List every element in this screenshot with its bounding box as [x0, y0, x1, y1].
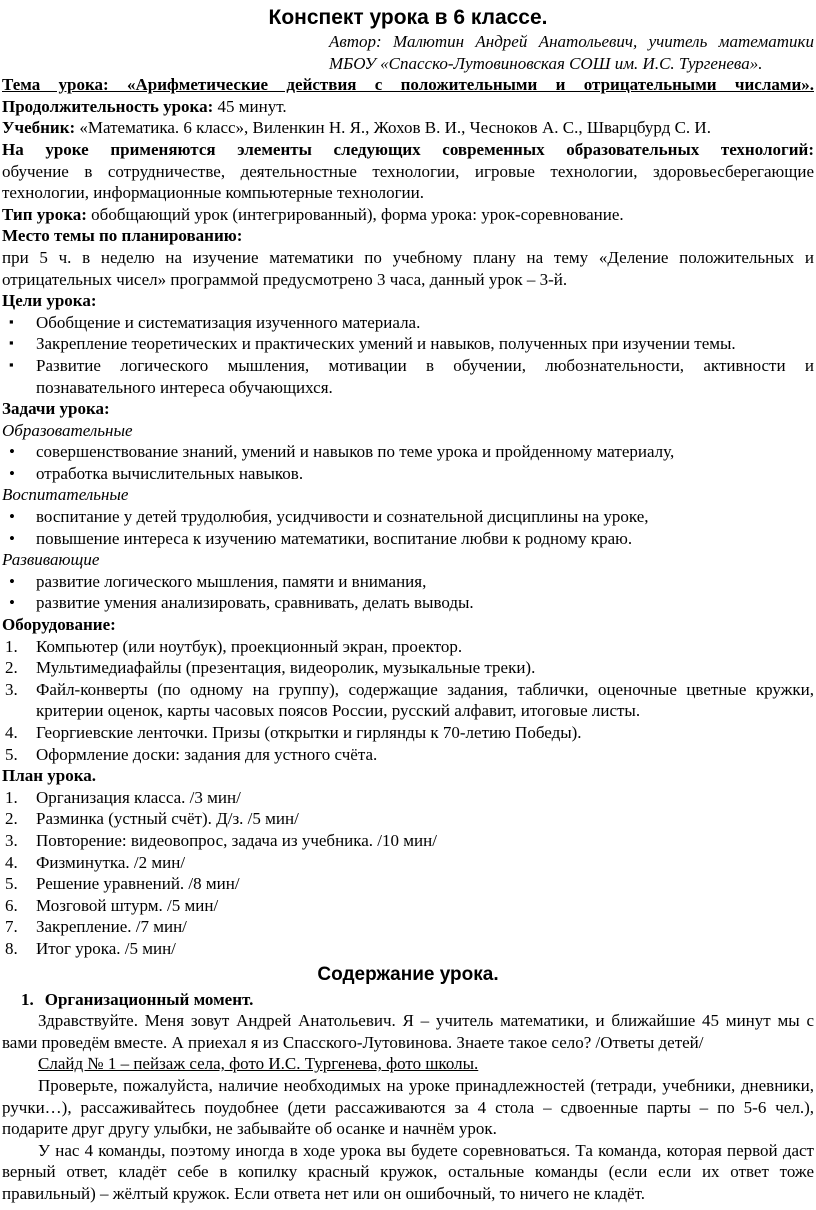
- author-block: [329, 31, 814, 74]
- duration-line: [2, 96, 814, 118]
- equipment-item: Георгиевские ленточки. Призы (открытки и гирлянды к 70-летию Победы).: [36, 723, 582, 742]
- task-group-name-developing: Развивающие: [2, 550, 100, 570]
- textbook-label: Учебник:: [2, 118, 76, 138]
- equipment-list: [2, 636, 814, 766]
- goals-label: Цели урока:: [2, 291, 97, 311]
- task-item: • развитие логического мышления, памяти и внимания,: [2, 571, 814, 593]
- lesson-type-value: обобщающий урок (интегрированный), форма урока: урок-соревнование.: [91, 204, 624, 224]
- equipment-item: Мультимедиафайлы (презентация, видеоролик, музыкальные треки).: [36, 658, 536, 678]
- goals-list: [2, 312, 814, 398]
- section-1-text: Организационный момент.: [44, 989, 254, 1009]
- author-line-1: Автор: Малютин Андрей Анатольевич, учитель математики: [329, 32, 814, 51]
- task-item: • повышение интереса к изучению математики, воспитание любви к родному краю.: [2, 528, 814, 550]
- technologies-label: На уроке применяются элементы следующих современных образовательных технологий:: [2, 139, 814, 159]
- plan-item: Физминутка. /2 мин/: [36, 852, 186, 872]
- slide-note-text: Слайд № 1 – пейзаж села, фото И.С. Тургенева, фото школы.: [38, 1054, 479, 1074]
- duration-label: Продолжительность урока:: [2, 96, 214, 116]
- equipment-item: Компьютер (или ноутбук), проекционный экран, проектор.: [36, 636, 463, 656]
- plan-label: План урока.: [2, 766, 97, 786]
- greeting-paragraph: Здравствуйте. Меня зовут Андрей Анатольевич. Я – учитель математики, и ближайшие 45 минут мы с вами проведём вместе. А приехал я из Спасского-Лутовинова. Знаете такое село? /Ответы детей/: [2, 1011, 814, 1052]
- plan-item: Закрепление. /7 мин/: [36, 917, 187, 937]
- lesson-topic: Тема урока: «Арифметические действия с положительными и отрицательными числами».: [2, 75, 814, 95]
- task-item: • совершенствование знаний, умений и навыков по теме урока и пройденному материалу,: [2, 441, 814, 463]
- lesson-type-line: [2, 204, 814, 226]
- technologies-value: обучение в сотрудничестве, деятельностные технологии, игровые технологии, здоровьесберегающие технологии, информационные компьютерные технологии.: [2, 161, 814, 203]
- section-1-number: 1.: [21, 989, 34, 1009]
- textbook-value: «Математика. 6 класс», Виленкин Н. Я., Жохов В. И., Чесноков А. С., Шварцбурд С. И.: [79, 118, 711, 138]
- plan-item: Мозговой штурм. /5 мин/: [36, 895, 219, 915]
- page-title: Конспект урока в 6 классе.: [268, 6, 548, 29]
- plan-item: Решение уравнений. /8 мин/: [36, 874, 240, 894]
- plan-item: Итог урока. /5 мин/: [36, 938, 176, 958]
- plan-list: [2, 787, 814, 960]
- task-item: • воспитание у детей трудолюбия, усидчивости и сознательной дисциплины на уроке,: [2, 506, 814, 528]
- task-list-developing: [2, 571, 814, 614]
- task-list-educational: [2, 441, 814, 484]
- goal-item: ▪ Закрепление теоретических и практических умений и навыков, полученных при изучении темы.: [2, 333, 814, 355]
- goal-item: ▪ Развитие логического мышления, мотивации в обучении, любознательности, активности и познавательного интереса обучающихся.: [2, 355, 814, 398]
- check-paragraph: Проверьте, пожалуйста, наличие необходимых на уроке принадлежностей (тетради, учебники, дневники, ручки…), рассаживайтесь поудобнее (дети рассаживаются за 4 стола – сдвоенные парты – по 5-6 чел.), подарите друг другу улыбки, не забывайте об осанке и начнём урок.: [2, 1075, 814, 1139]
- equipment-item: Файл-конверты (по одному на группу), содержащие задания, таблички, оценочные цветные кружки, критерии оценок, карты часовых поясов России, русский алфавит, итоговые листы.: [36, 679, 814, 721]
- textbook-line: [2, 117, 814, 139]
- teams-paragraph: У нас 4 команды, поэтому иногда в ходе урока вы будете соревноваться. Та команда, которая первой даст верный ответ, кладёт себе в копилку красный кружок, остальные команды (если если их ответ тоже правильный) – жёлтый кружок. Если ответа нет или он ошибочный, то ничего не кладёт.: [2, 1140, 814, 1203]
- plan-item: Повторение: видеовопрос, задача из учебника. /10 мин/: [36, 830, 437, 850]
- author-line-2: МБОУ «Спасско-Лутовиновская СОШ им. И.С. Тургенева».: [329, 53, 763, 73]
- equipment-item: Оформление доски: задания для устного счёта.: [36, 744, 378, 764]
- planning-label: Место темы по планированию:: [2, 226, 243, 246]
- task-item: • отработка вычислительных навыков.: [2, 463, 814, 485]
- task-group-name-educational: Образовательные: [2, 420, 133, 440]
- task-item: • развитие умения анализировать, сравнивать, делать выводы.: [2, 592, 814, 614]
- task-list-upbringing: [2, 506, 814, 549]
- task-group-name-upbringing: Воспитательные: [2, 485, 129, 505]
- goal-item: ▪ Обобщение и систематизация изученного материала.: [2, 312, 814, 334]
- section-1-title: [21, 989, 814, 1011]
- plan-item: Организация класса. /3 мин/: [36, 787, 241, 807]
- planning-value: при 5 ч. в неделю на изучение математики по учебному плану на тему «Деление положительных и отрицательных чисел» программой предусмотрено 3 часа, данный урок – 3-й.: [2, 247, 814, 289]
- plan-item: Разминка (устный счёт). Д/з. /5 мин/: [36, 809, 299, 829]
- slide-note-line: [2, 1053, 814, 1075]
- lesson-type-label: Тип урока:: [2, 204, 87, 224]
- equipment-label: Оборудование:: [2, 615, 116, 635]
- content-heading: Содержание урока.: [317, 963, 499, 985]
- duration-value: 45 минут.: [217, 96, 287, 116]
- tasks-label: Задачи урока:: [2, 399, 110, 419]
